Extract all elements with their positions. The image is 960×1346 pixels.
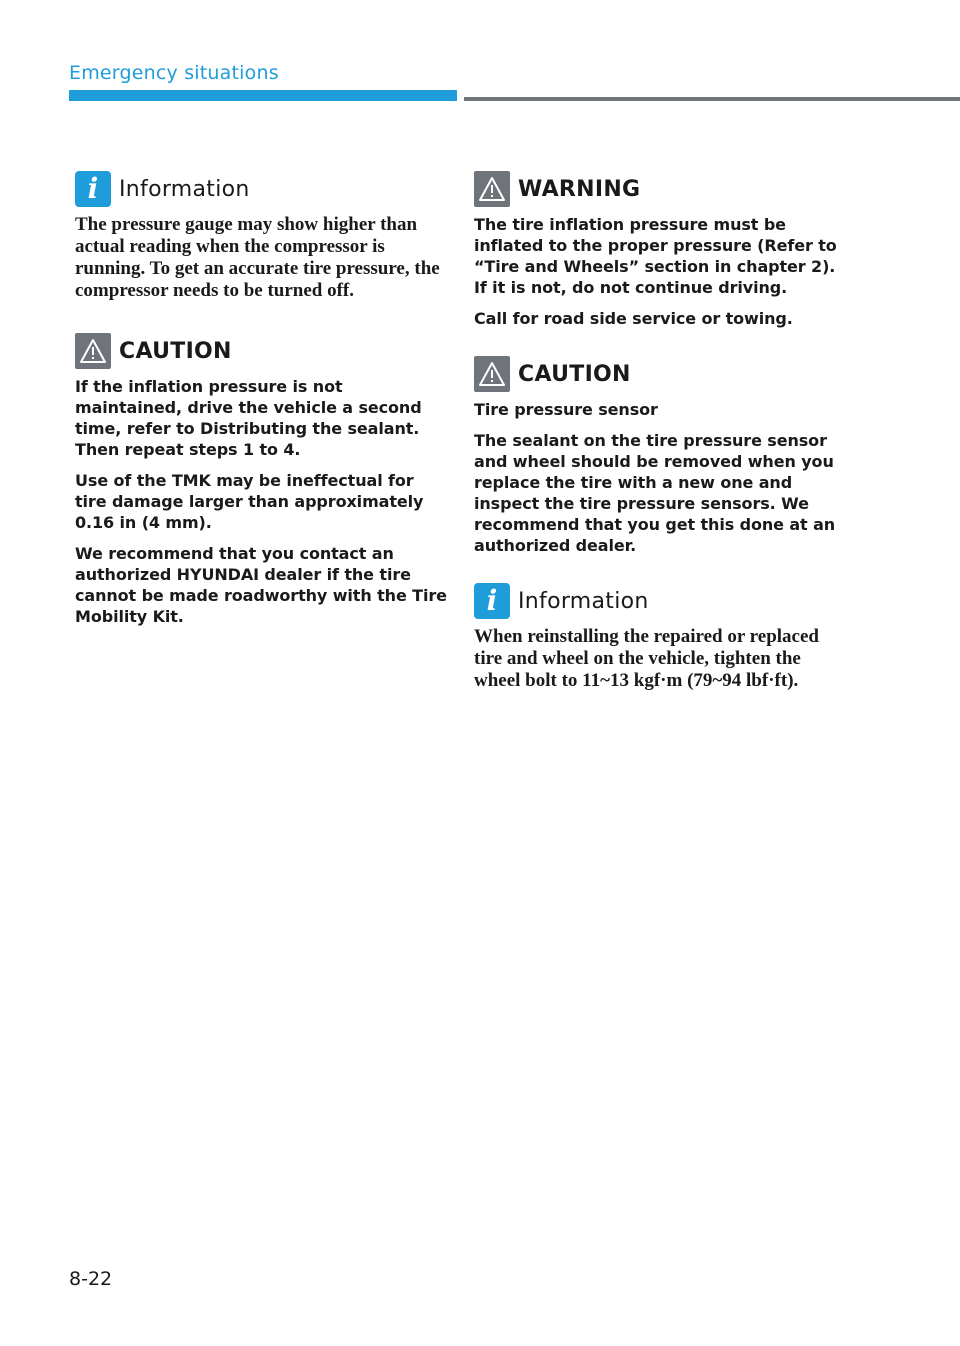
information-heading <box>75 170 447 208</box>
header-accent-bar <box>69 90 457 101</box>
caution-paragraph: We recommend that you contact an authorized HYUNDAI dealer if the tire cannot be made roadworthy with the Tire Mobility Kit. <box>75 544 447 626</box>
caution-heading <box>474 355 846 393</box>
caution-subheading: Tire pressure sensor <box>474 400 658 419</box>
warning-heading <box>474 170 846 208</box>
caution-title: CAUTION <box>119 338 232 364</box>
caution-box <box>474 355 846 556</box>
caution-title: CAUTION <box>518 361 631 387</box>
caution-box <box>75 332 447 627</box>
header-rule <box>464 97 960 101</box>
information-text: The pressure gauge may show higher than actual reading when the compressor is running. To get an accurate tire pressure, the compressor needs to be turned off. <box>75 214 440 301</box>
information-title: Information <box>518 588 649 614</box>
left-column <box>75 170 447 653</box>
warning-box <box>474 170 846 329</box>
information-heading <box>474 582 846 620</box>
right-column <box>474 170 846 718</box>
information-box <box>474 582 846 692</box>
warning-triangle-icon <box>474 171 510 207</box>
warning-paragraph: Call for road side service or towing. <box>474 309 793 328</box>
information-text: When reinstalling the repaired or replaced tire and wheel on the vehicle, tighten the wheel bolt to 11~13 kgf·m (79~94 lbf·ft). <box>474 626 819 691</box>
warning-title: WARNING <box>518 176 641 202</box>
warning-paragraph: The tire inflation pressure must be inflated to the proper pressure (Refer to “Tire and Wheels” section in chapter 2). If it is not, do not continue driving. <box>474 215 837 297</box>
caution-paragraph: If the inflation pressure is not maintained, drive the vehicle a second time, refer to Distributing the sealant. Then repeat steps 1 to 4. <box>75 377 422 459</box>
warning-triangle-icon <box>75 333 111 369</box>
information-title: Information <box>119 176 250 202</box>
information-box <box>75 170 447 302</box>
caution-heading <box>75 332 447 370</box>
info-icon: i <box>75 171 111 207</box>
section-title: Emergency situations <box>69 62 279 84</box>
warning-triangle-icon <box>474 356 510 392</box>
info-icon: i <box>474 583 510 619</box>
caution-paragraph: Use of the TMK may be ineffectual for tire damage larger than approximately 0.16 in (4 mm). <box>75 471 424 532</box>
page-number: 8-22 <box>69 1268 113 1290</box>
caution-paragraph: The sealant on the tire pressure sensor and wheel should be removed when you replace the tire with a new one and inspect the tire pressure sensors. We recommend that you get this done at an authorized dealer. <box>474 431 836 555</box>
